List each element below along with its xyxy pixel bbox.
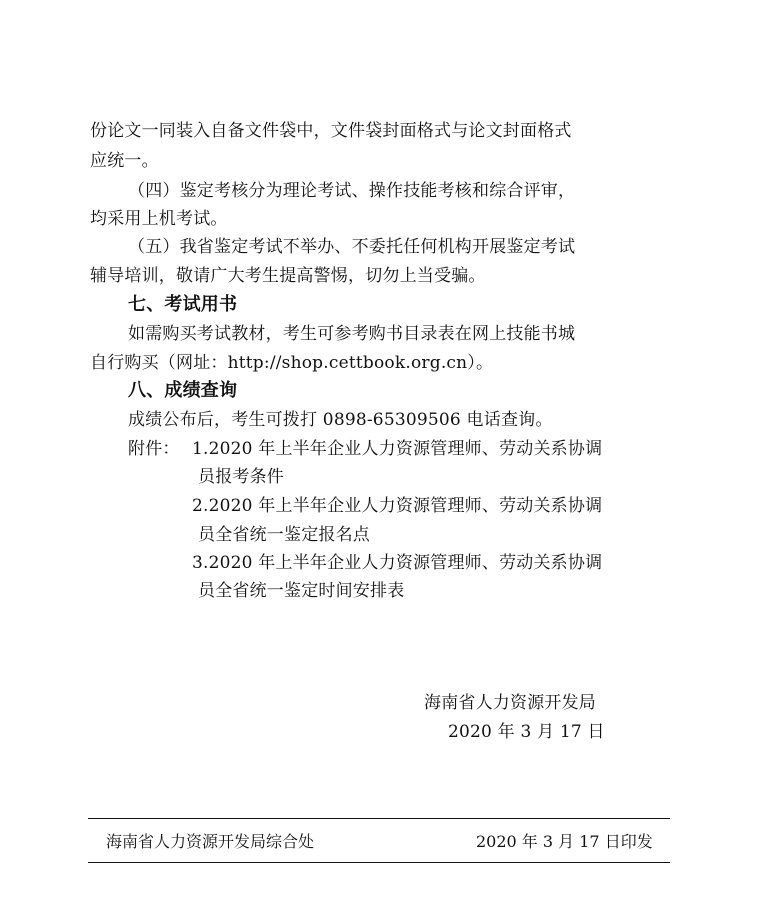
body-line-8: 如需购买考试教材，考生可参考购书目录表在网上技能书城 [128,324,576,344]
footer-bottom-rule [88,862,670,863]
body-line-3: （四）鉴定考核分为理论考试、操作技能考核和综合评审， [128,181,576,201]
body-line-10: 成绩公布后，考生可拨打 0898-65309506 电话查询。 [128,410,553,430]
footer-issuer: 海南省人力资源开发局综合处 [106,832,315,851]
body-line-2: 应统一。 [90,151,159,171]
attachment-1-line-1: 1.2020 年上半年企业人力资源管理师、劳动关系协调 [192,439,603,459]
body-line-1: 份论文一同装入自备文件袋中，文件袋封面格式与论文封面格式 [90,121,572,141]
body-line-6: 辅导培训，敬请广大考生提高警惕，切勿上当受骗。 [90,266,486,286]
attachment-2-line-2: 员全省统一鉴定报名点 [198,525,370,545]
signature-date: 2020 年 3 月 17 日 [448,722,605,742]
footer-issued-date: 2020 年 3 月 17 日印发 [476,832,653,851]
signature-org: 海南省人力资源开发局 [424,693,596,713]
body-line-5: （五）我省鉴定考试不举办、不委托任何机构开展鉴定考试 [128,237,576,257]
attachments-label: 附件： [128,439,180,459]
section-heading-results: 八、成绩查询 [128,380,238,401]
body-line-4: 均采用上机考试。 [90,209,228,229]
section-heading-books: 七、考试用书 [128,294,238,315]
attachment-2-line-1: 2.2020 年上半年企业人力资源管理师、劳动关系协调 [192,496,603,516]
footer-top-rule [88,818,670,819]
attachment-3-line-1: 3.2020 年上半年企业人力资源管理师、劳动关系协调 [192,553,603,573]
attachment-1-line-2: 员报考条件 [198,467,284,487]
body-line-9: 自行购买（网址：http://shop.cettbook.org.cn）。 [90,353,494,373]
attachment-3-line-2: 员全省统一鉴定时间安排表 [198,581,405,601]
